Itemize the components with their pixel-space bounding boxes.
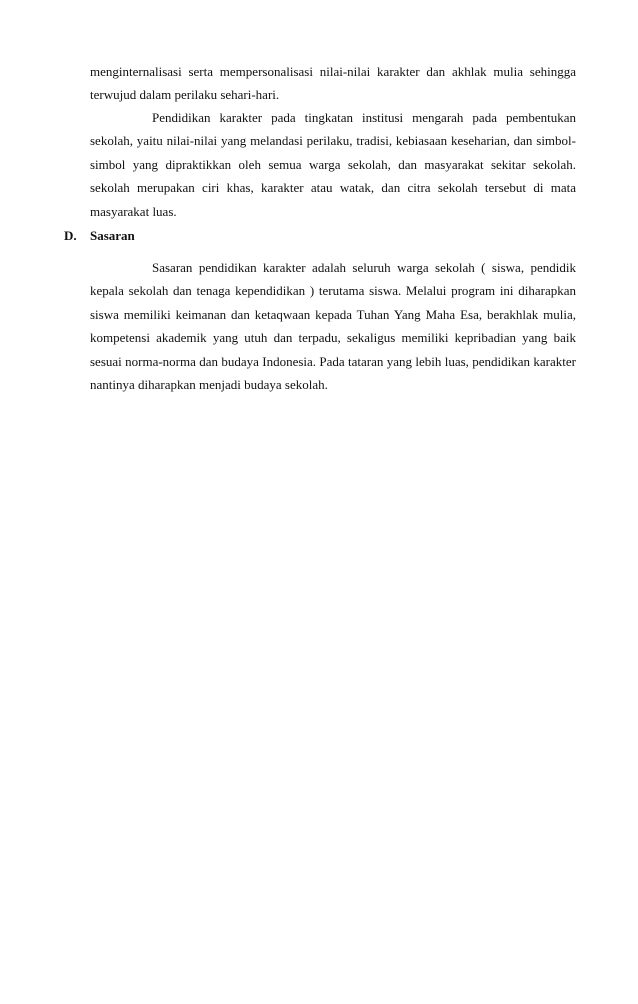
section-letter: D. [64,228,77,243]
paragraph-sasaran [90,256,576,396]
section-heading-d [64,226,135,246]
text-line: terwujud dalam perilaku sehari-hari. [90,87,280,103]
text-line: simbol yang dipraktikkan oleh semua warga sekolah, dan masyarakat sekitar sekolah. [90,156,576,172]
text-line: sekolah merupakan ciri khas, karakter atau watak, dan citra sekolah tersebut di mata [90,180,576,196]
paragraph-institution-culture [90,106,576,223]
text-line: siswa memiliki keimanan dan ketaqwaan kepada Tuhan Yang Maha Esa, berakhlak mulia, [90,306,576,322]
text-line: kompetensi akademik yang utuh dan terpadu, sekaligus memiliki kepribadian yang baik [90,330,576,346]
text-line: Pendidikan karakter pada tingkatan institusi mengarah pada pembentukan [152,110,576,125]
text-line: nantinya diharapkan menjadi budaya sekolah. [90,376,328,392]
text-line: menginternalisasi serta mempersonalisasi nilai-nilai karakter dan akhlak mulia sehingga [90,64,576,79]
text-line: kepala sekolah dan tenaga kependidikan ) terutama siswa. Melalui program ini diharapkan [90,283,576,299]
text-line: Sasaran pendidikan karakter adalah seluruh warga sekolah ( siswa, pendidik [152,260,576,275]
text-line: sesuai norma-norma dan budaya Indonesia. Pada tataran yang lebih luas, pendidikan karakter [90,353,576,369]
text-line: sekolah, yaitu nilai-nilai yang melandasi perilaku, tradisi, kebiasaan keseharian, dan simbol- [90,133,576,149]
section-title: Sasaran [90,228,135,243]
text-line: masyarakat luas. [90,203,177,219]
paragraph-continuation [90,60,576,107]
